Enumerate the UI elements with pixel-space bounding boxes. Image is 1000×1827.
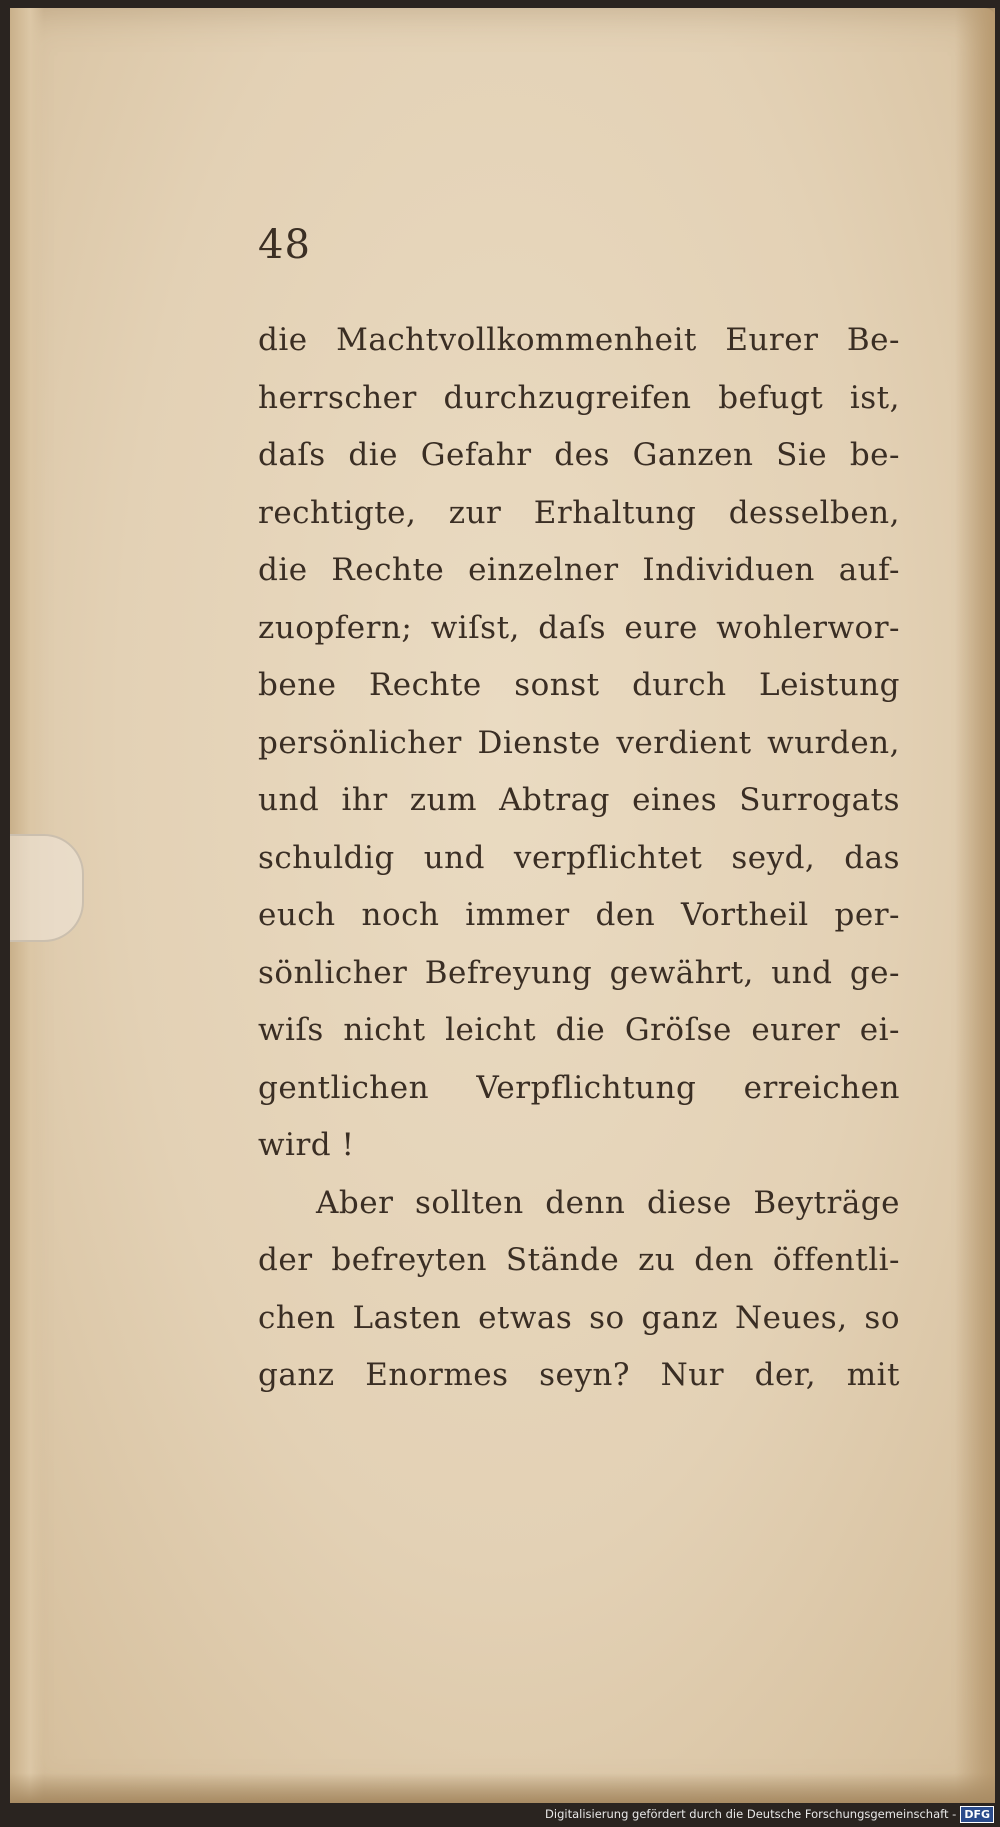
dfg-logo: DFG [960, 1806, 994, 1823]
bookmark-tab [10, 834, 84, 942]
text-line: gentlichen Verpflichtung erreichen [258, 1069, 900, 1106]
page-edge-bottom [10, 1773, 995, 1803]
text-line: euch noch immer den Vortheil per- [258, 897, 900, 933]
digitization-credit [545, 1804, 994, 1824]
body-text [258, 312, 900, 1405]
text-line: sönlicher Befreyung gewährt, und ge- [258, 954, 900, 991]
text-line: und ihr zum Abtrag eines Surrogats [258, 782, 900, 818]
text-line: herrscher durchzugreifen befugt ist, [258, 379, 900, 416]
text-line: wiſs nicht leicht die Gröſse eurer ei- [258, 1012, 900, 1048]
text-line: daſs die Gefahr des Ganzen Sie be- [258, 437, 900, 473]
text-line: der befreyten Stände zu den öffentli- [258, 1242, 900, 1278]
text-line: bene Rechte sonst durch Leistung [258, 667, 900, 703]
text-line: ganz Enormes seyn? Nur der, mit [258, 1357, 900, 1393]
credit-text: Digitalisierung gefördert durch die Deutsche Forschungsgemeinschaft - [545, 1807, 957, 1821]
text-line: wird ! [258, 1127, 355, 1163]
text-line: die Rechte einzelner Individuen auf- [258, 552, 900, 588]
text-line: zuopfern; wiſst, daſs eure wohlerwor- [258, 609, 900, 646]
text-line: chen Lasten etwas so ganz Neues, so [258, 1299, 900, 1336]
page-number: 48 [258, 222, 311, 268]
text-line: schuldig und verpflichtet seyd, das [258, 839, 900, 876]
text-line: rechtigte, zur Erhaltung desselben, [258, 494, 900, 531]
text-line: die Machtvollkommenheit Eurer Be- [258, 322, 900, 358]
text-line: Aber sollten denn diese Beyträge [316, 1184, 900, 1221]
page-edge-right [955, 8, 995, 1803]
text-line: persönlicher Dienste verdient wurden, [258, 724, 900, 761]
